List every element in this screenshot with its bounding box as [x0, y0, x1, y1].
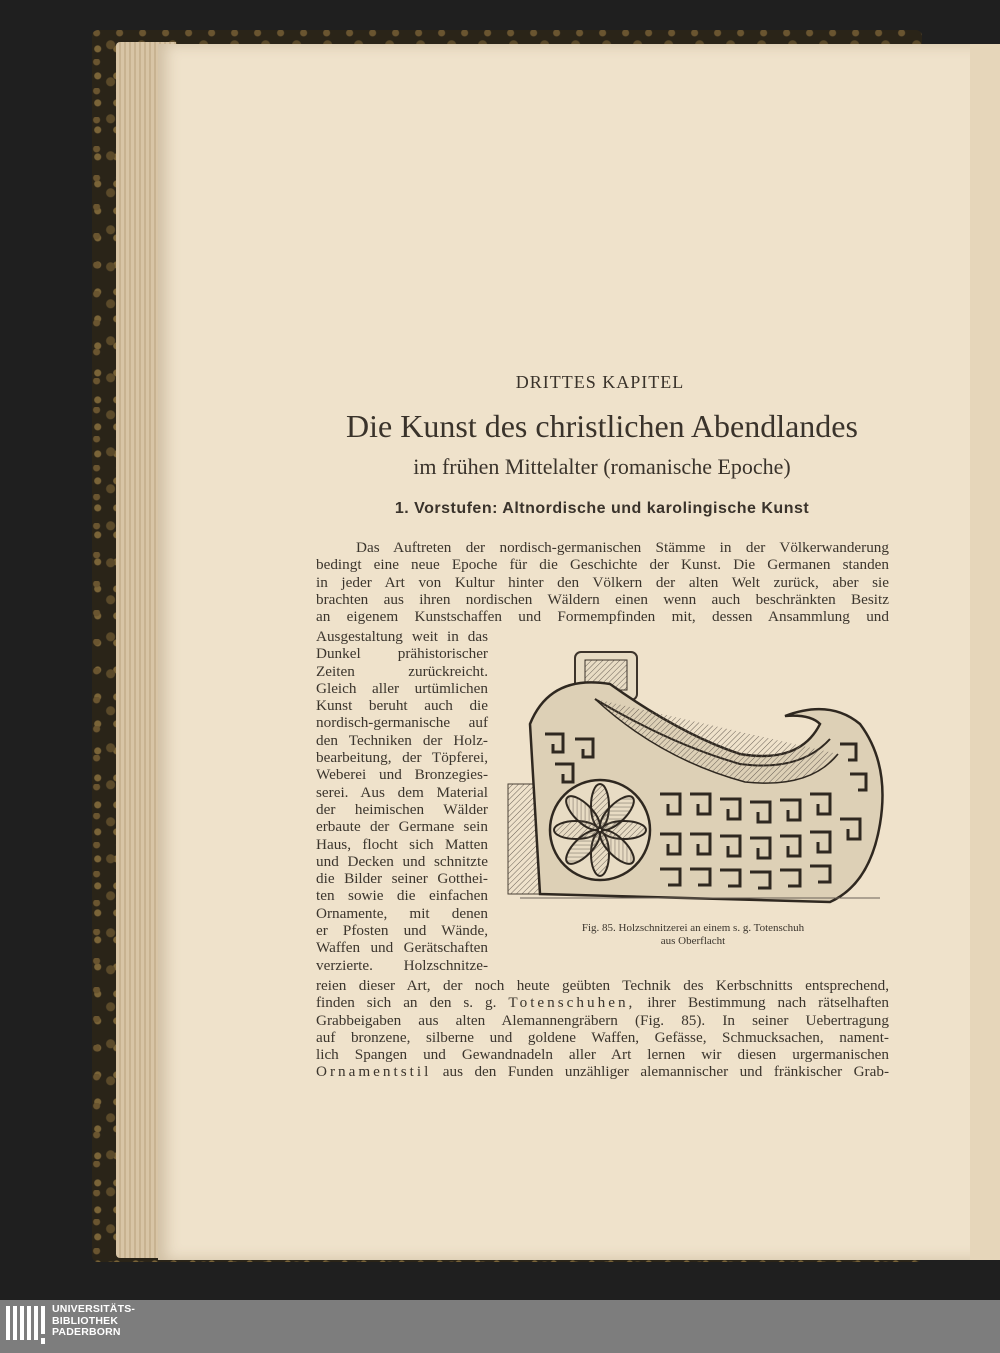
emphasized-term: Ornamentstil	[316, 1063, 432, 1081]
text-line: erbaute der Germane sein	[316, 818, 488, 836]
text-line: Haus, flocht sich Matten	[316, 835, 488, 853]
library-name-line: UNIVERSITÄTS-	[52, 1303, 136, 1315]
text-line	[316, 1063, 889, 1080]
chapter-label: DRITTES KAPITEL	[515, 372, 685, 392]
text-line: Weberei und Bronzegies-	[316, 766, 488, 784]
text-line: verzierte. Holzschnitze-	[316, 956, 488, 974]
text-fragment: finden sich an den s. g.	[316, 994, 497, 1012]
text-line: der heimischen Wälder	[316, 800, 488, 818]
text-line: auf bronzene, silberne und goldene Waffen, Gefässe, Schmucksachen, nament-	[316, 1028, 889, 1046]
library-footer-bar	[0, 1300, 1000, 1353]
text-line: Zeiten zurückreicht.	[316, 662, 488, 680]
library-name	[52, 1304, 135, 1339]
text-line: Waffen und Gerätschaften	[316, 939, 488, 957]
text-line: bearbeitung, der Töpferei,	[316, 749, 488, 767]
text-line: reien dieser Art, der noch heute geübten Technik des Kerbschnitts entsprechend,	[316, 977, 889, 994]
text-line: an eigenem Kunstschaffen und Formempfinden mit, dessen Ansammlung und	[316, 608, 889, 626]
figure-caption	[510, 922, 876, 948]
text-line: Grabbeigaben aus alten Alemannengräbern (Fig. 85). In seiner Uebertragung	[316, 1011, 889, 1029]
library-name-line: BIBLIOTHEK	[52, 1314, 119, 1327]
column-text	[316, 628, 488, 974]
text-line: Das Auftreten der nordisch-germanischen Stämme in der Völkerwanderung	[356, 539, 889, 556]
text-line: ten sowie die einfachen	[316, 887, 488, 905]
caption-line: Fig. 85. Holzschnitzerei an einem s. g. Totenschuh	[581, 922, 805, 934]
section-heading: 1. Vorstufen: Altnordische und karolingische Kunst	[394, 500, 810, 517]
text-line: Kunst beruht auch die	[316, 697, 488, 715]
library-logo-icon	[6, 1304, 48, 1350]
text-fragment: ihrer Bestimmung nach rätselhaften	[647, 994, 890, 1012]
text-fragment: aus den Funden unzähliger alemannischer und fränkischer Grab-	[442, 1063, 890, 1081]
text-line: brachten aus ihren nordischen Wäldern einen wenn auch beschränkten Besitz	[316, 590, 889, 608]
library-name-line: PADERBORN	[52, 1326, 121, 1338]
text-line: er Pfosten und Wände,	[316, 922, 488, 940]
caption-line: aus Oberflacht	[660, 935, 726, 947]
text-line: nordisch-germanische auf	[316, 714, 488, 732]
text-line: Dunkel prähistorischer	[316, 645, 488, 663]
text-line: serei. Aus dem Material	[316, 783, 488, 801]
text-line: den Techniken der Holz-	[316, 731, 488, 749]
text-line: Ornamente, mit denen	[316, 904, 488, 922]
text-line: lich Spangen und Gewandnadeln aller Art lernen wir diesen urgermanischen	[316, 1046, 889, 1064]
chapter-title: Die Kunst des christlichen Abendlandes	[346, 408, 858, 444]
intro-paragraph	[316, 539, 889, 625]
emphasized-term: Totenschuhen,	[508, 994, 636, 1012]
facing-page-edge	[970, 44, 1000, 1260]
text-line: Gleich aller urtümlichen	[316, 679, 488, 697]
text-line: in jeder Art von Kultur hinter den Völkern der alten Welt zurück, aber sie	[316, 573, 889, 591]
text-line: bedingt eine neue Epoche für die Geschichte der Kunst. Die Germanen standen	[316, 556, 889, 574]
text-line: und Decken und schnitzte	[316, 852, 488, 870]
text-line	[316, 994, 889, 1011]
text-line: Ausgestaltung weit in das	[316, 628, 488, 645]
figure-85-engraving	[500, 644, 885, 916]
chapter-subtitle: im frühen Mittelalter (romanische Epoche)	[413, 454, 791, 479]
text-line: die Bilder seiner Gotthei-	[316, 870, 488, 888]
continuation-paragraph	[316, 977, 889, 1081]
